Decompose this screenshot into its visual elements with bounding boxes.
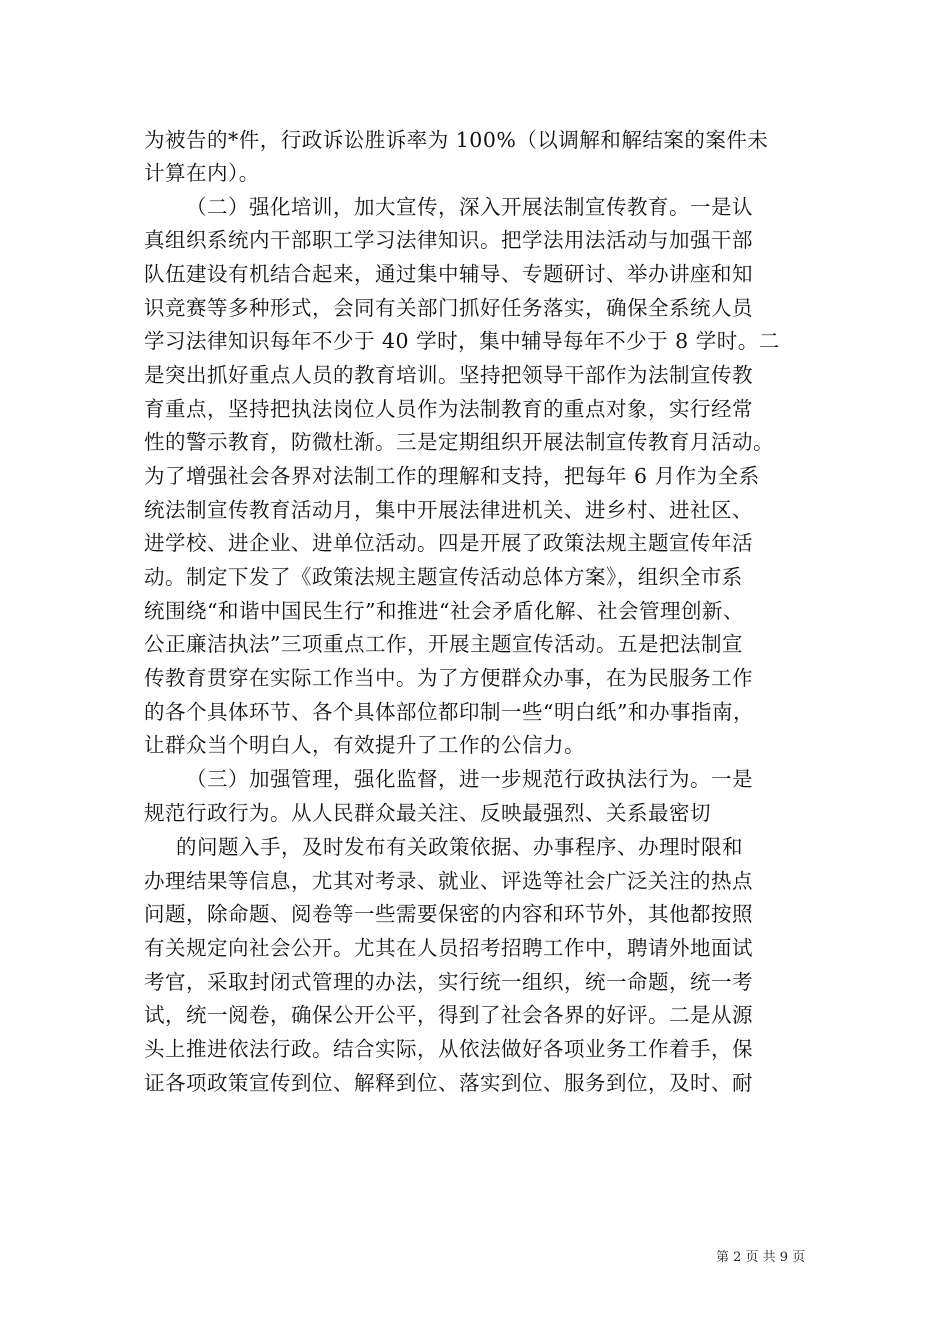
text-line: 育重点，坚持把执法岗位人员作为法制教育的重点对象，实行经常	[144, 397, 753, 421]
text-line: 试，统一阅卷，确保公开公平，得到了社会各界的好评。二是从源	[144, 1003, 753, 1027]
text-line: 让群众当个明白人，有效提升了工作的公信力。	[144, 733, 585, 757]
text-line: 真组织系统内干部职工学习法律知识。把学法用法活动与加强干部	[144, 228, 753, 252]
text-line: 问题，除命题、阅卷等一些需要保密的内容和环节外，其他都按照	[144, 902, 753, 926]
text-line: 计算在内）。	[144, 161, 260, 185]
text-line: 规范行政行为。从人民群众最关注、反映最强烈、关系最密切	[144, 801, 711, 825]
page-number: 第 2 页 共 9 页	[716, 1250, 806, 1265]
text-line: 的各个具体环节、各个具体部位都印制一些“明白纸”和办事指南，	[144, 700, 754, 724]
section-heading-line: （三）加强管理，强化监督，进一步规范行政执法行为。一是	[186, 767, 753, 791]
text-line: 是突出抓好重点人员的教育培训。坚持把领导干部作为法制宣传教	[144, 363, 753, 387]
text-line: 有关规定向社会公开。尤其在人员招考招聘工作中，聘请外地面试	[144, 936, 753, 960]
text-line: 学习法律知识每年不少于 40 学时，集中辅导每年不少于 8 学时。二	[144, 329, 780, 353]
text-line: 的问题入手，及时发布有关政策依据、办事程序、办理时限和	[176, 835, 743, 859]
text-line: 办理结果等信息，尤其对考录、就业、评选等社会广泛关注的热点	[144, 869, 753, 893]
text-line: 为被告的*件，行政诉讼胜诉率为 100%（以调解和解结案的案件未	[144, 128, 769, 152]
text-line: 公正廉洁执法”三项重点工作，开展主题宣传活动。五是把法制宣	[144, 632, 743, 656]
text-line: 性的警示教育，防微杜渐。三是定期组织开展法制宣传教育月活动。	[144, 430, 774, 454]
text-line: 为了增强社会各界对法制工作的理解和支持，把每年 6 月作为全系	[144, 464, 760, 488]
text-line: 传教育贯穿在实际工作当中。为了方便群众办事，在为民服务工作	[144, 666, 753, 690]
text-line: 证各项政策宣传到位、解释到位、落实到位、服务到位，及时、耐	[144, 1071, 753, 1095]
text-line: 统法制宣传教育活动月，集中开展法律进机关、进乡村、进社区、	[144, 498, 753, 522]
text-line: 统围绕“和谐中国民生行”和推进“社会矛盾化解、社会管理创新、	[144, 599, 744, 623]
section-heading-line: （二）强化培训，加大宣传，深入开展法制宣传教育。一是认	[186, 195, 753, 219]
text-line: 考官，采取封闭式管理的办法，实行统一组织，统一命题，统一考	[144, 970, 753, 994]
text-line: 动。制定下发了《政策法规主题宣传活动总体方案》，组织全市系	[144, 565, 743, 589]
text-line: 识竞赛等多种形式，会同有关部门抓好任务落实，确保全系统人员	[144, 296, 753, 320]
text-line: 进学校、进企业、进单位活动。四是开展了政策法规主题宣传年活	[144, 531, 753, 555]
text-line: 队伍建设有机结合起来，通过集中辅导、专题研讨、举办讲座和知	[144, 262, 753, 286]
text-line: 头上推进依法行政。结合实际，从依法做好各项业务工作着手，保	[144, 1037, 753, 1061]
